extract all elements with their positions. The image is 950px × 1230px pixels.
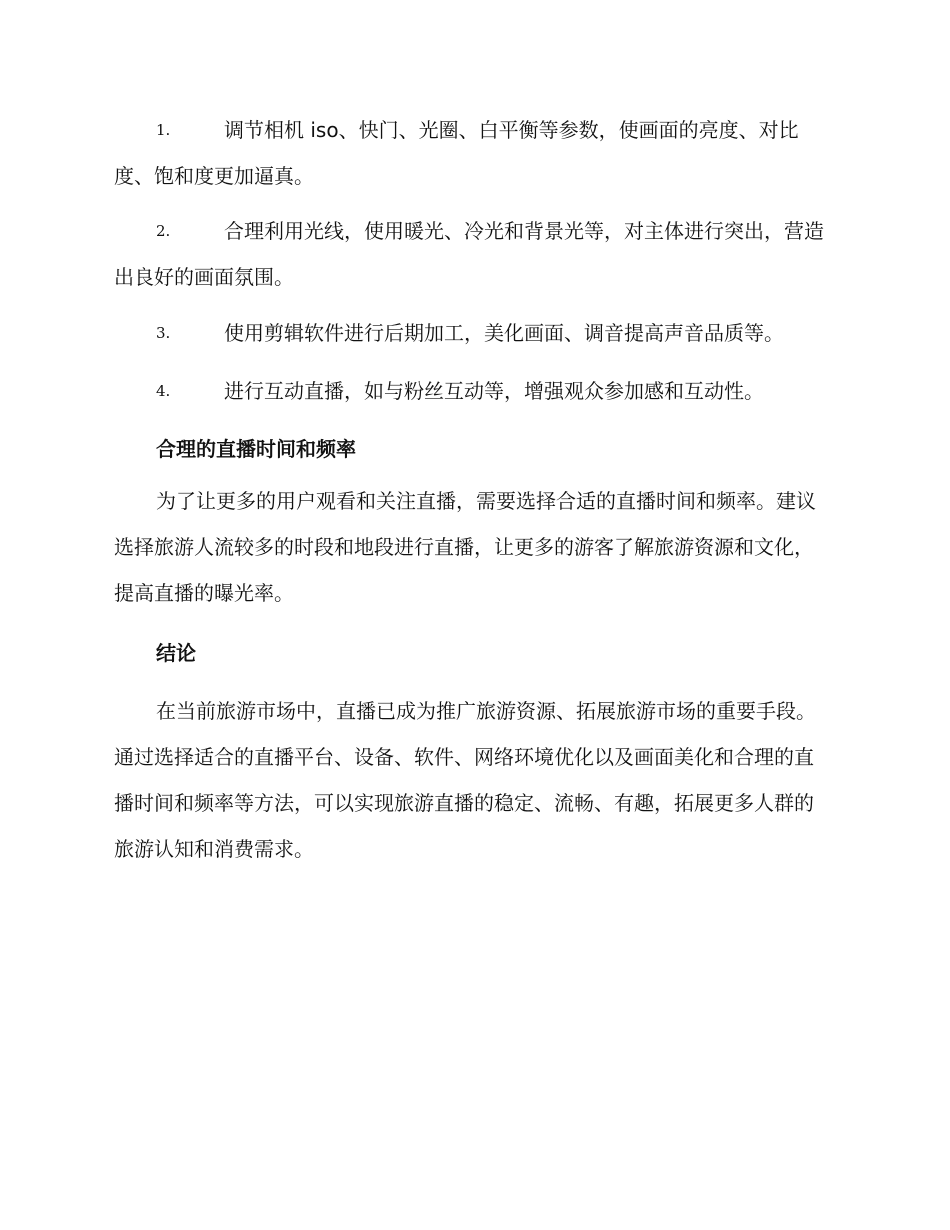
list-text: 合理利用光线，使用暖光、冷光和背景光等，对主体进行突出，营造出良好的画面氛围。 [114,219,824,289]
list-item-2 [114,208,830,300]
list-item-3 [114,310,830,356]
list-number: 1. [156,121,171,139]
section-heading-conclusion: 结论 [156,641,196,665]
list-number: 2. [156,222,171,240]
list-number: 4. [156,382,171,400]
section-heading-timing: 合理的直播时间和频率 [156,437,356,461]
list-text: 使用剪辑软件进行后期加工，美化画面、调音提高声音品质等。 [224,321,784,345]
list-text: 调节相机 iso、快门、光圈、白平衡等参数，使画面的亮度、对比度、饱和度更加逼真。 [114,118,799,188]
list-text: 进行互动直播，如与粉丝互动等，增强观众参加感和互动性。 [224,379,764,403]
list-item-4 [114,368,830,414]
paragraph-timing: 为了让更多的用户观看和关注直播，需要选择合适的直播时间和频率。建议选择旅游人流较多的时段和地段进行直播，让更多的游客了解旅游资源和文化，提高直播的曝光率。 [114,489,816,605]
list-number: 3. [156,324,171,342]
paragraph-conclusion: 在当前旅游市场中，直播已成为推广旅游资源、拓展旅游市场的重要手段。通过选择适合的直播平台、设备、软件、网络环境优化以及画面美化和合理的直播时间和频率等方法，可以实现旅游直播的稳定、流畅、有趣，拓展更多人群的旅游认知和消费需求。 [114,699,816,861]
list-item-1 [114,107,830,199]
